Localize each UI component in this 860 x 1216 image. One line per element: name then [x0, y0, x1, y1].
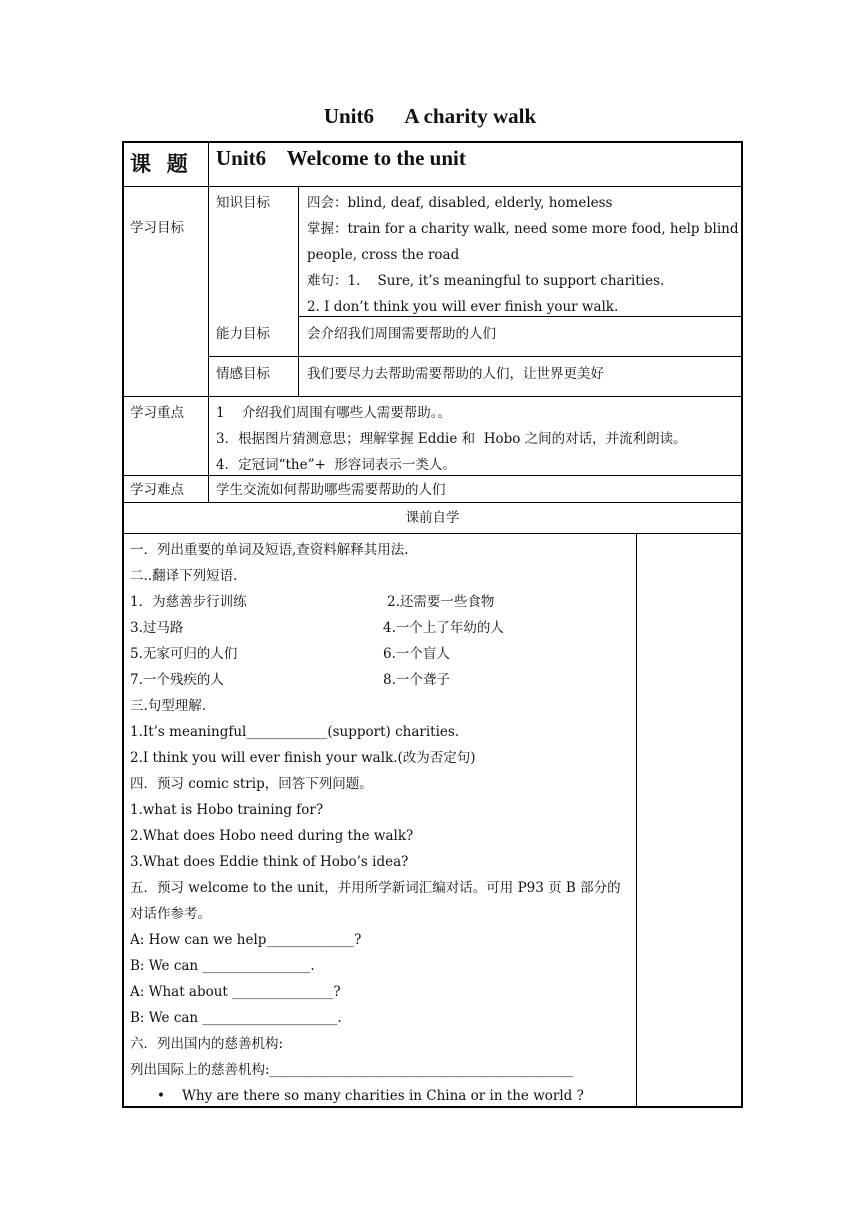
key-point-line: 1 介绍我们周围有哪些人需要帮助。。	[216, 405, 452, 421]
document-title: Unit6 A charity walk	[323, 104, 537, 128]
preview-line: A: What about _______________?	[130, 984, 341, 1000]
bullet-icon: •	[157, 1088, 165, 1104]
preview-line-right: 4.一个上了年幼的人	[383, 620, 504, 636]
emotion-label: 情感目标	[216, 366, 270, 382]
preview-line: 2.I think you will ever finish your walk.(改为否定句)	[130, 750, 476, 766]
knowledge-line: 四会：blind, deaf, disabled, elderly, homeless	[307, 195, 613, 211]
knowledge-label: 知识目标	[216, 195, 270, 211]
preview-line: 列出国际上的慈善机构:_____________________________________________	[130, 1062, 574, 1078]
key-point-line: 4．定冠词“the”+ 形容词表示一类人。	[216, 457, 456, 473]
preview-line: 二..翻译下列短语.	[130, 568, 238, 584]
knowledge-line: 掌握：train for a charity walk, need some more food, help blind	[307, 221, 739, 237]
difficulties-label: 学习难点	[130, 482, 184, 498]
knowledge-line: 2. I don’t think you will ever finish your walk.	[307, 299, 619, 315]
preview-line-right: 6.一个盲人	[383, 646, 450, 662]
header-label: 课 题	[130, 152, 188, 176]
knowledge-line: 难句：1. Sure, it’s meaningful to support charities.	[307, 273, 665, 289]
ability-text: 会介绍我们周围需要帮助的人们	[307, 326, 496, 342]
preview-line-right: 2.还需要一些食物	[387, 594, 495, 610]
preview-line: 三.句型理解.	[130, 698, 207, 714]
preview-line: 2.What does Hobo need during the walk?	[130, 828, 414, 844]
key-point-line: 3．根据图片猜测意思；理解掌握 Eddie 和 Hobo 之间的对话，并流利朗读。	[216, 431, 687, 447]
preview-line: 四．预习 comic strip，回答下列问题。	[130, 776, 373, 792]
bullet-question: Why are there so many charities in China or in the world ?	[182, 1088, 584, 1104]
emotion-text: 我们要尽力去帮助需要帮助的人们，让世界更美好	[307, 366, 604, 382]
preview-line: 1.what is Hobo training for?	[130, 802, 324, 818]
preview-line: 五．预习 welcome to the unit，并用所学新词汇编对话。可用 P93 页 B 部分的	[130, 880, 621, 896]
objectives-label: 学习目标	[130, 220, 184, 236]
key-points-label: 学习重点	[130, 405, 184, 421]
lesson-title: Unit6 Welcome to the unit	[216, 146, 466, 170]
difficulties-text: 学生交流如何帮助哪些需要帮助的人们	[216, 482, 446, 498]
preview-line: 5.无家可归的人们	[130, 646, 238, 662]
preview-line: B: We can ________________.	[130, 958, 315, 974]
preview-line: 3.过马路	[130, 620, 184, 636]
preview-line: 对话作参考。	[130, 906, 211, 922]
preview-line: 3.What does Eddie think of Hobo’s idea?	[130, 854, 409, 870]
preview-line: B: We can ____________________.	[130, 1010, 342, 1026]
preview-line: 一．列出重要的单词及短语,查资料解释其用法.	[130, 542, 409, 558]
preview-line: 1.It’s meaningful____________(support) charities.	[130, 724, 460, 740]
preview-line: A: How can we help_____________?	[130, 932, 362, 948]
knowledge-line: people, cross the road	[307, 247, 460, 263]
preview-line: 六．列出国内的慈善机构:	[130, 1036, 284, 1052]
preview-line: 1．为慈善步行训练	[130, 594, 247, 610]
preview-heading: 课前自学	[405, 510, 460, 526]
preview-line-right: 8.一个聋子	[383, 672, 450, 688]
preview-line: 7.一个残疾的人	[130, 672, 224, 688]
ability-label: 能力目标	[216, 326, 270, 342]
